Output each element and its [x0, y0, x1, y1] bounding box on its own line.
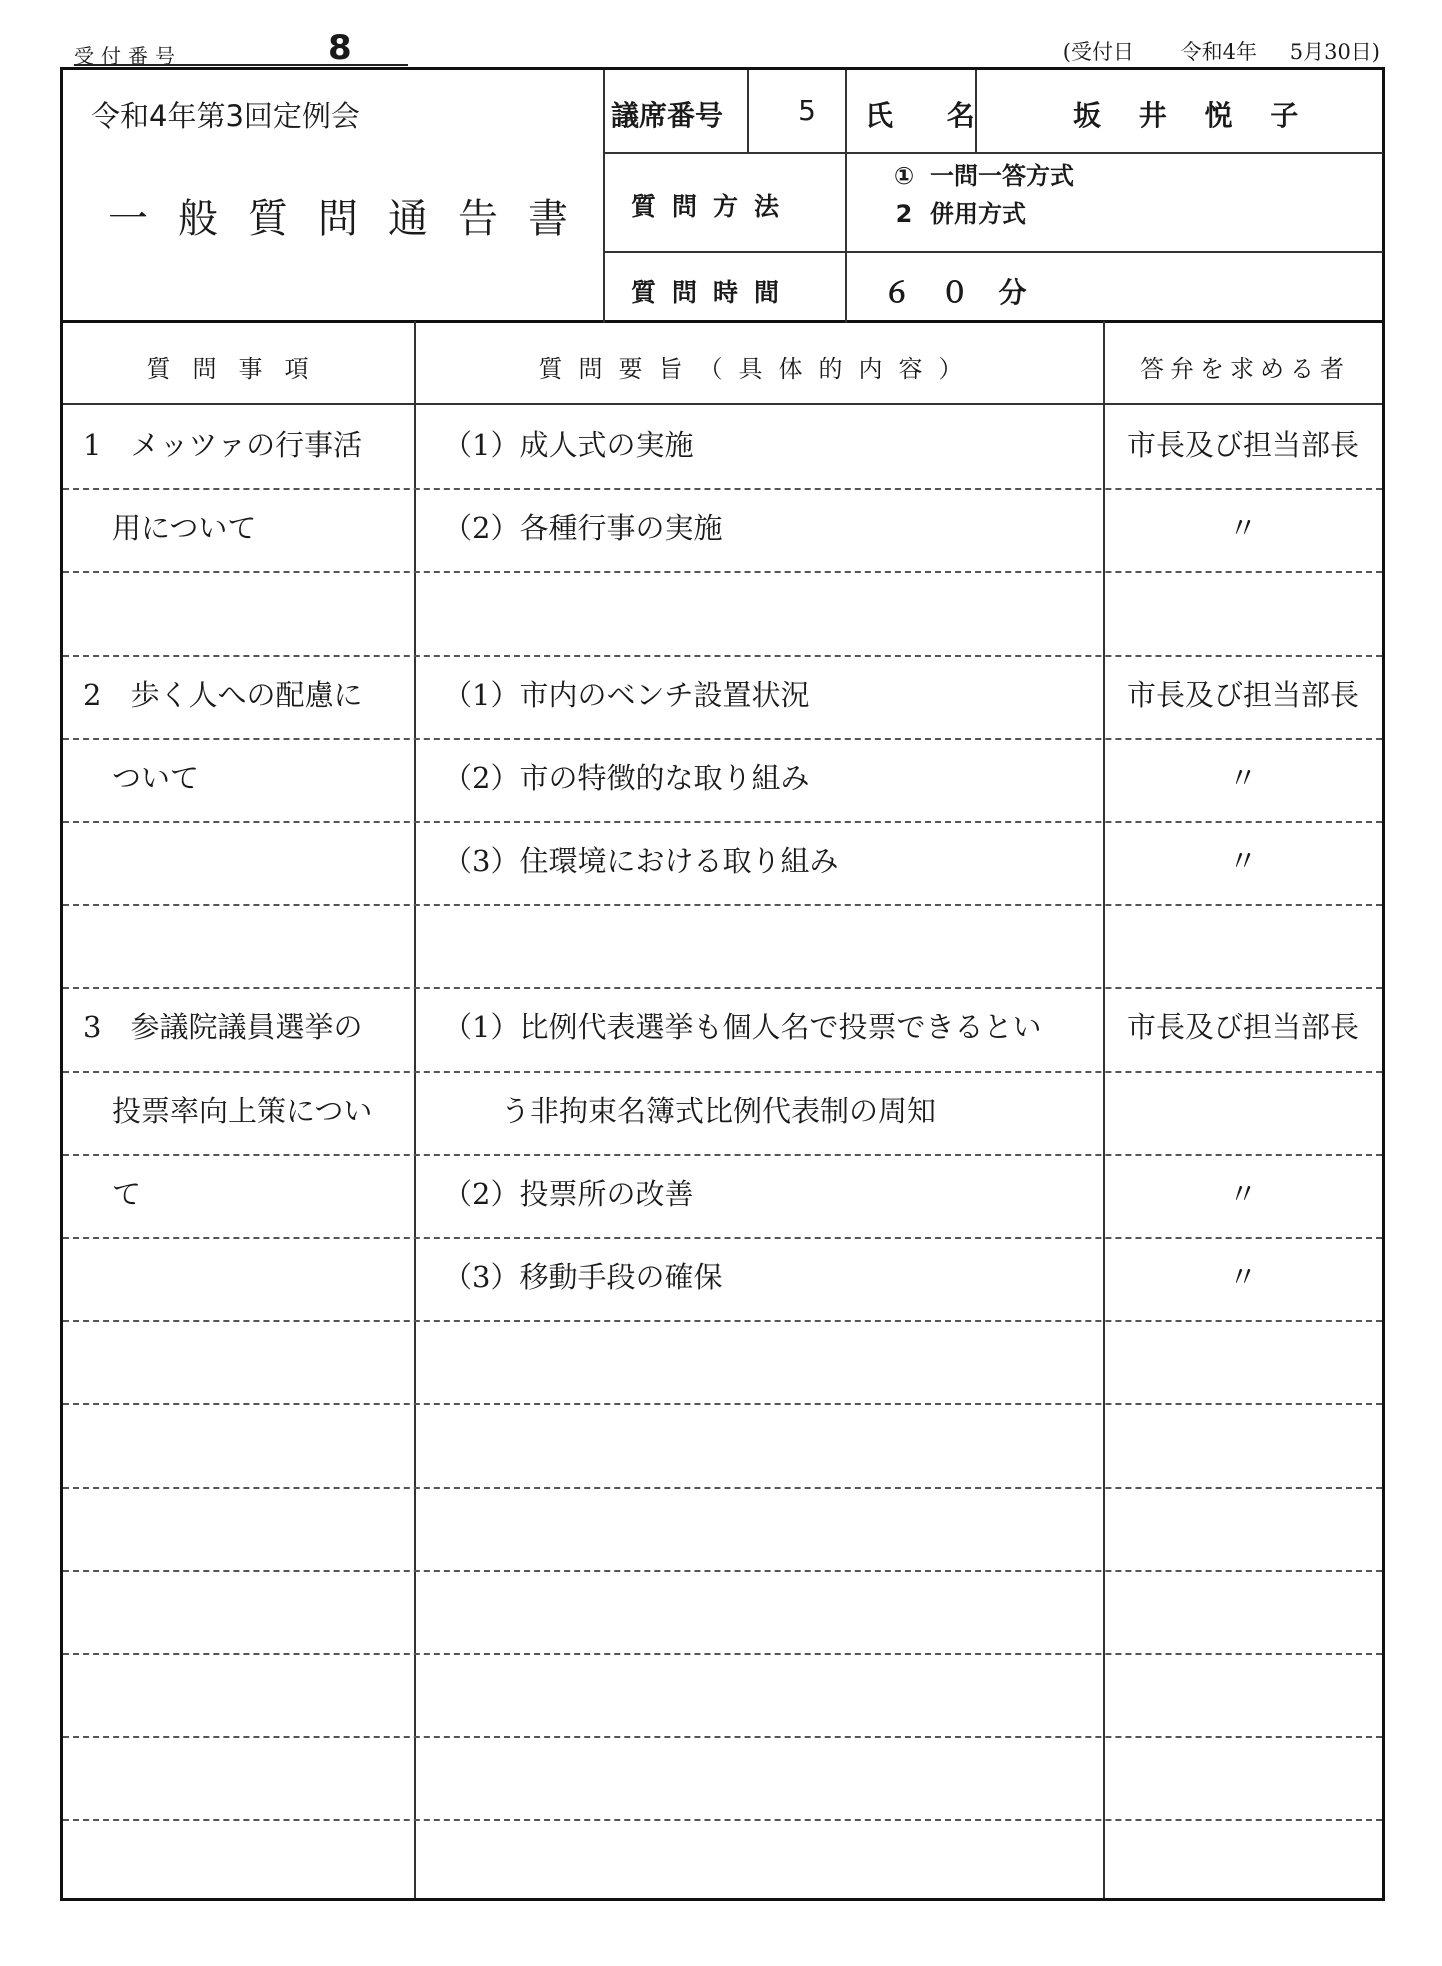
row-gist: （2）各種行事の実施 [443, 511, 723, 546]
column-header-respondent: 答弁を求める者 [1140, 355, 1350, 383]
method-option-2-mark: 2 [895, 200, 913, 228]
reception-date-day: 5月30日) [1289, 40, 1380, 64]
name-label: 氏 名 [865, 99, 997, 132]
row-separator [63, 1071, 1382, 1073]
row-gist: （3）移動手段の確保 [443, 1260, 723, 1294]
header-divider-label [845, 70, 847, 323]
name-value: 坂 井 悦 子 [1073, 99, 1313, 132]
reception-date [1057, 36, 1380, 66]
row-separator [63, 987, 1382, 989]
method-option-1-label: 一問一答方式 [930, 162, 1074, 190]
session-name: 令和4年第3回定例会 [91, 99, 360, 133]
row-respondent: 市長及び担当部長 [1126, 1010, 1359, 1045]
time-label: 質問時間 [631, 278, 796, 307]
row-separator [63, 1653, 1382, 1655]
row-separator [63, 1819, 1382, 1821]
row-separator [63, 571, 1382, 573]
method-options [878, 157, 1074, 233]
seat-number-value: 5 [798, 94, 816, 127]
column-divider-2 [1103, 321, 1105, 1898]
seat-number-label: 議席番号 [611, 99, 724, 132]
row-separator [63, 1736, 1382, 1738]
row-separator [63, 1154, 1382, 1156]
row-respondent: 市長及び担当部長 [1126, 677, 1359, 712]
row-gist: （3）住環境における取り組み [443, 844, 839, 878]
row-respondent: 〃 [1228, 1260, 1258, 1294]
row-respondent: 市長及び担当部長 [1126, 428, 1359, 462]
header-separator [63, 403, 1382, 405]
row-subject: 投票率向上策につい [83, 1093, 373, 1128]
row-separator [63, 821, 1382, 823]
method-option-2-label: 併用方式 [930, 200, 1026, 228]
row-subject: 3 参議院議員選挙の [83, 1010, 363, 1045]
header-row-line-1 [603, 152, 1383, 154]
method-option-1-mark: ① [893, 162, 915, 190]
header-box [60, 67, 1385, 323]
column-divider-1 [414, 321, 416, 1898]
method-label: 質問方法 [631, 192, 796, 221]
row-gist: う非拘束名簿式比例代表制の周知 [443, 1093, 937, 1128]
column-header-subject: 質問事項 [146, 355, 331, 383]
reception-number-label: 受付番号 [74, 44, 182, 68]
row-gist: （1）市内のベンチ設置状況 [443, 677, 810, 712]
row-gist: （1）比例代表選挙も個人名で投票できるとい [443, 1010, 1042, 1045]
question-table [60, 321, 1385, 1901]
method-option-1 [878, 157, 1074, 195]
row-separator [63, 655, 1382, 657]
row-respondent: 〃 [1228, 1176, 1258, 1211]
row-subject: て [83, 1176, 142, 1211]
row-separator [63, 904, 1382, 906]
reception-label-underline [74, 64, 198, 66]
column-header-gist: 質問要旨（具体的内容） [538, 355, 979, 383]
row-subject: ついて [83, 760, 200, 795]
reception-line [74, 26, 1384, 66]
row-separator [63, 1237, 1382, 1239]
row-separator [63, 1487, 1382, 1489]
row-separator [63, 488, 1382, 490]
header-divider-main [603, 70, 605, 323]
row-respondent: 〃 [1228, 760, 1258, 795]
row-gist: （2）投票所の改善 [443, 1176, 694, 1211]
row-subject: 用について [83, 511, 257, 546]
document-title: 一般質問通告書 [108, 196, 598, 242]
reception-date-era: 令和4年 [1180, 40, 1258, 64]
time-value: ６ ０ 分 [883, 276, 1037, 309]
row-separator [63, 1570, 1382, 1572]
row-gist: （2）市の特徴的な取り組み [443, 760, 810, 795]
row-separator [63, 738, 1382, 740]
row-gist: （1）成人式の実施 [443, 428, 694, 462]
header-divider-seat [747, 70, 749, 152]
header-row-line-2 [603, 251, 1383, 253]
row-separator [63, 1320, 1382, 1322]
method-option-2 [878, 195, 1074, 233]
row-respondent: 〃 [1228, 511, 1258, 546]
row-separator [63, 1403, 1382, 1405]
row-subject: 2 歩く人への配慮に [83, 677, 363, 712]
reception-date-open: (受付日 [1062, 40, 1134, 64]
row-subject: 1 メッツァの行事活 [83, 428, 363, 462]
reception-number: 8 [198, 28, 408, 66]
row-respondent: 〃 [1228, 844, 1258, 878]
